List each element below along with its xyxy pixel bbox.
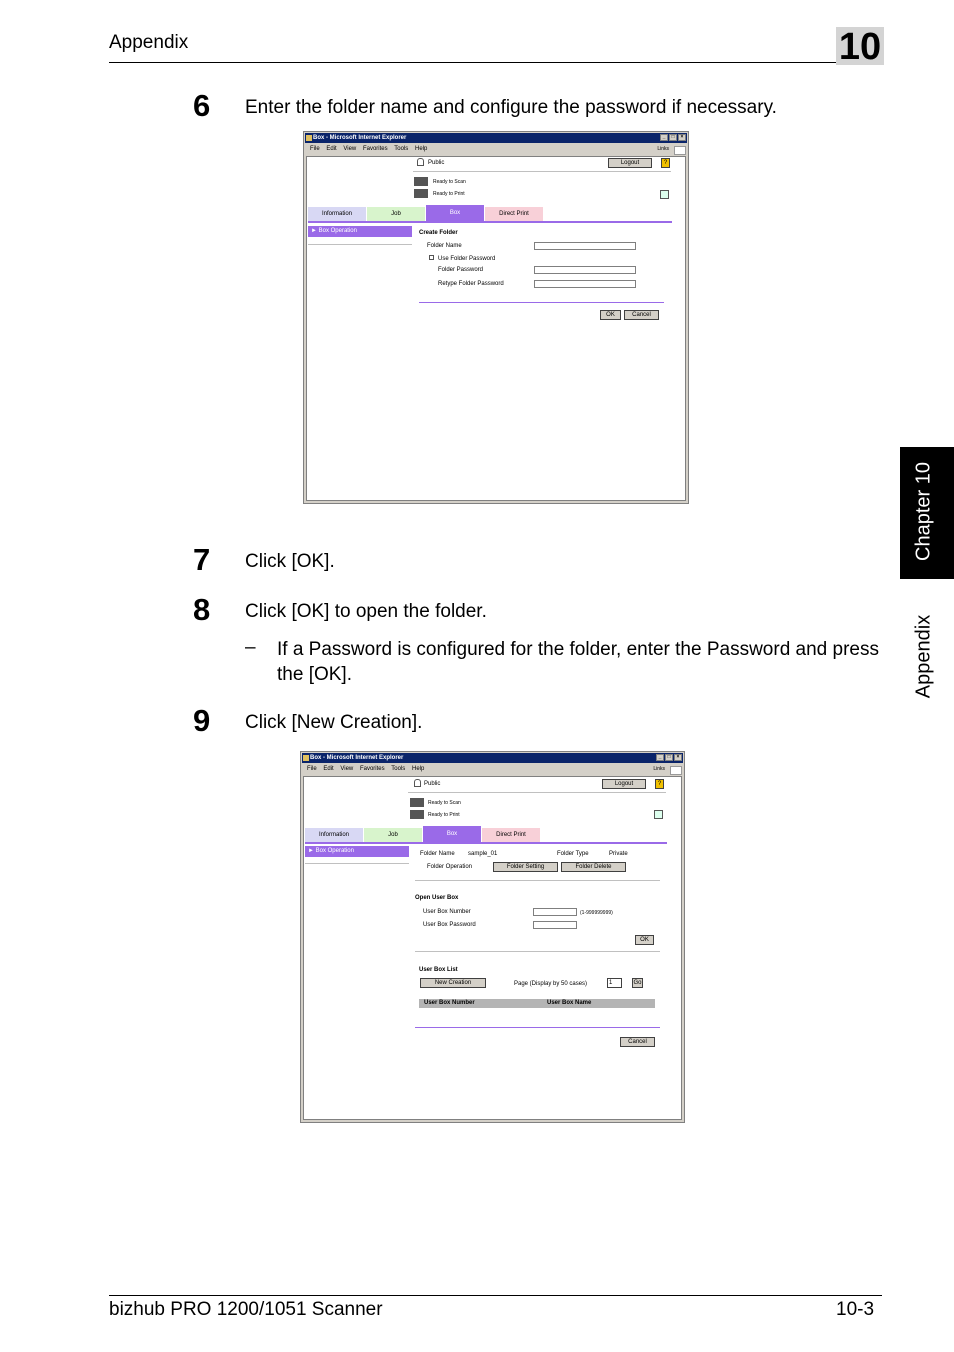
box-password-label: User Box Password [423,922,476,928]
status-scan: Ready to Scan [433,179,466,185]
folder-password-label: Folder Password [438,267,484,273]
use-password-checkbox[interactable] [429,255,434,260]
folder-name-input[interactable] [534,242,636,250]
list-divider [415,1027,660,1028]
refresh-icon[interactable] [654,810,663,819]
ie-icon [306,135,312,141]
scanner-icon [410,798,424,807]
menu-bar [305,144,687,155]
list-title: User Box List [419,967,458,973]
page-select[interactable]: 1 [607,978,622,988]
window-title: Box - Microsoft Internet Explorer [313,135,407,141]
cancel-button[interactable]: Cancel [620,1037,655,1047]
folder-password-input[interactable] [534,266,636,274]
page-content [303,776,682,1120]
folder-type-value: Private [609,851,628,857]
retype-password-label: Retype Folder Password [438,281,504,287]
sidebar-divider [305,863,409,864]
menu-help[interactable]: Help [414,146,428,152]
sidebar-divider [308,244,412,245]
folder-name-label: Folder Name [427,243,462,249]
minimize-icon[interactable]: _ [660,134,668,141]
folder-setting-button[interactable]: Folder Setting [493,862,558,872]
menu-view[interactable]: View [343,146,357,152]
window-titlebar [305,133,687,143]
menu-tools[interactable]: Tools [391,766,406,772]
step-8-dash: – [245,637,256,658]
printer-icon [410,810,424,819]
sidebar-item-box-operation[interactable]: ► Box Operation [305,846,409,857]
step-6-text: Enter the folder name and configure the password if necessary. [245,97,777,118]
footer-product: bizhub PRO 1200/1051 Scanner [109,1299,383,1320]
ok-button[interactable]: OK [635,935,654,945]
step-6-number: 6 [193,88,211,123]
folder-name-value: sample_01 [468,851,498,857]
windows-logo-icon [674,146,686,155]
header-title: Appendix [109,32,189,53]
footer-page-number: 10-3 [836,1299,875,1320]
tab-job[interactable]: Job [364,828,422,842]
screenshot-create-folder [303,131,689,504]
links-button[interactable]: Links [653,766,665,772]
scanner-icon [414,177,428,186]
screenshot-user-box-list [300,751,685,1123]
side-chapter-label: Chapter 10 [912,462,935,561]
header-rule [109,62,882,63]
status-print: Ready to Print [433,191,465,197]
col-user-box-number: User Box Number [424,1000,475,1006]
go-button[interactable]: Go [633,980,642,986]
user-icon [414,779,421,787]
tab-underline [308,221,672,223]
user-name: Public [424,781,441,787]
box-number-input[interactable] [533,908,577,916]
step-8-subnote: If a Password is configured for the folder, enter the Password and press the [OK]. [277,639,879,685]
step-9-text: Click [New Creation]. [245,712,423,733]
help-icon[interactable]: ? [661,158,670,168]
status-print: Ready to Print [428,812,460,818]
step-8-number: 8 [193,592,211,627]
menu-help[interactable]: Help [411,766,425,772]
step-7-text: Click [OK]. [245,551,335,572]
minimize-icon[interactable]: _ [656,754,664,761]
side-section-label: Appendix [912,614,935,699]
close-icon[interactable]: × [674,754,682,761]
folder-operation-label: Folder Operation [427,864,473,870]
maximize-icon[interactable]: □ [669,134,677,141]
use-password-label: Use Folder Password [438,256,496,262]
menu-bar [302,764,683,775]
top-divider [413,171,671,172]
tab-underline [305,842,667,844]
links-button[interactable]: Links [657,146,669,152]
new-creation-button[interactable]: New Creation [420,978,486,988]
folder-delete-button[interactable]: Folder Delete [561,862,626,872]
menu-tools[interactable]: Tools [394,146,409,152]
ie-icon [303,755,309,761]
page-content [306,156,686,501]
tab-box[interactable]: Box [423,826,481,842]
menu-favorites[interactable]: Favorites [362,146,388,152]
step-9-number: 9 [193,703,211,738]
step-8-text: Click [OK] to open the folder. [245,601,487,622]
status-scan: Ready to Scan [428,800,461,806]
divider-2 [415,951,660,952]
retype-password-input[interactable] [534,280,636,288]
box-number-hint: (1-999999999) [580,910,613,916]
sidebar-item-box-operation[interactable]: ► Box Operation [308,226,412,237]
tab-direct-print[interactable]: Direct Print [482,828,540,842]
ok-button[interactable]: OK [600,310,621,320]
tab-information[interactable]: Information [305,828,363,842]
user-name: Public [428,160,445,166]
step-7-number: 7 [193,542,211,577]
top-divider [408,792,666,793]
footer-rule [109,1295,882,1296]
box-password-input[interactable] [533,921,577,929]
window-title: Box - Microsoft Internet Explorer [310,755,404,761]
window-titlebar [302,753,683,763]
refresh-icon[interactable] [660,190,669,199]
open-box-title: Open User Box [415,895,459,901]
menu-edit[interactable]: Edit [323,766,334,772]
table-header [419,999,655,1008]
folder-name-label: Folder Name [420,851,455,857]
box-number-label: User Box Number [423,909,471,915]
menu-file[interactable]: File [310,146,320,152]
chapter-number-badge: 10 [836,27,884,65]
printer-icon [414,189,428,198]
windows-logo-icon [670,766,682,775]
tab-direct-print[interactable]: Direct Print [485,207,543,221]
divider-1 [415,880,660,881]
logout-button[interactable]: Logout [608,158,652,168]
maximize-icon[interactable]: □ [665,754,673,761]
help-icon[interactable]: ? [655,779,664,789]
cancel-button[interactable]: Cancel [624,310,659,320]
menu-view[interactable]: View [340,766,354,772]
form-divider [419,302,664,303]
logout-button[interactable]: Logout [602,779,646,789]
section-title: Create Folder [419,230,458,236]
menu-favorites[interactable]: Favorites [359,766,385,772]
col-user-box-name: User Box Name [547,1000,592,1006]
tab-information[interactable]: Information [308,207,366,221]
tab-box[interactable]: Box [426,205,484,221]
menu-file[interactable]: File [307,766,317,772]
tab-job[interactable]: Job [367,207,425,221]
close-icon[interactable]: × [678,134,686,141]
folder-type-label: Folder Type [557,851,589,857]
user-icon [417,158,424,166]
page-label: Page (Display by 50 cases) [514,981,588,987]
menu-edit[interactable]: Edit [326,146,337,152]
